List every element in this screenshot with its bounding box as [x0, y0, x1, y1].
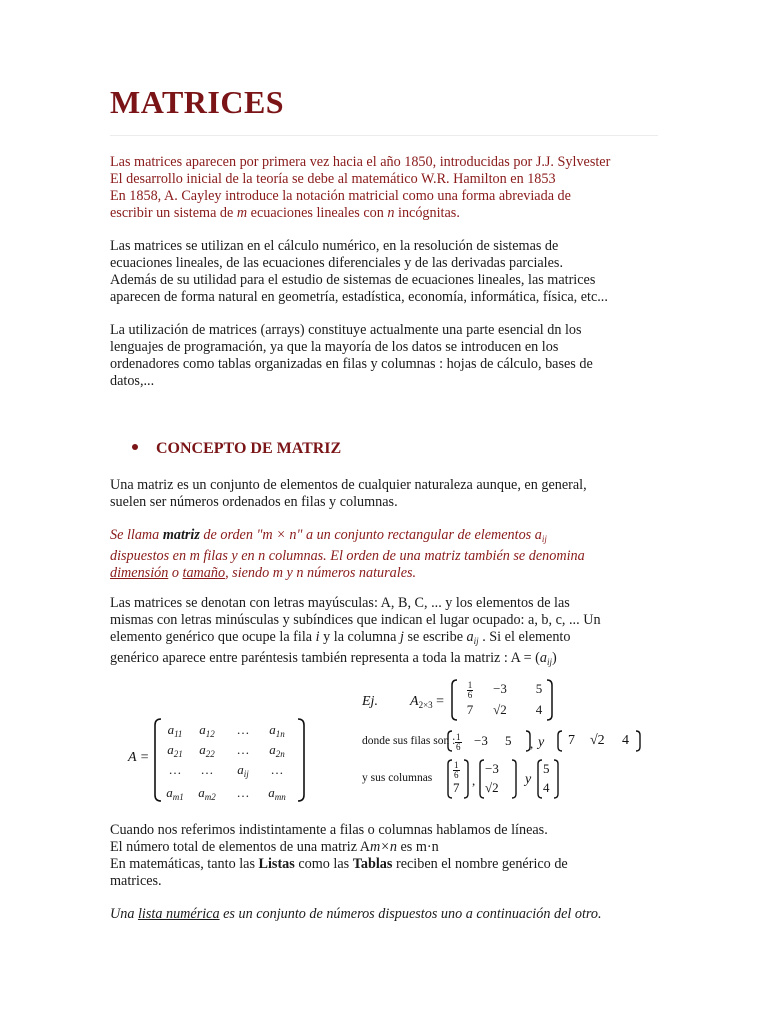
matrix-element: … [236, 785, 250, 800]
intro-paragraph [110, 154, 610, 222]
link-lista-numerica[interactable]: lista numérica [137, 906, 220, 922]
matrix-element: $a_{12}$ [199, 722, 215, 739]
column-entry: −3 [485, 761, 499, 776]
arrays-paragraph [110, 322, 593, 390]
text-line: datos,... [110, 373, 155, 389]
row-entry: √2 [590, 733, 605, 748]
matrix-element: $a_{m2}$ [198, 785, 216, 802]
text-line: Las matrices se denotan con letras mayúsculas: A, B, C, ... y los elementos de las [110, 595, 570, 611]
conjunction: y [525, 772, 532, 787]
example-element: √2 [493, 702, 507, 717]
text-line: suelen ser números ordenados en filas y columnas. [110, 494, 398, 510]
text-line: dimensión o tamaño, siendo m y n números naturales. [110, 565, 417, 581]
page-title: MATRICES [110, 84, 285, 120]
text-line: lenguajes de programación, ya que la mayoría de los datos se introducen en los [110, 339, 559, 355]
matrix-element: … [200, 762, 214, 777]
example-matrix-name: $A_{2\times 3}$ = [410, 694, 445, 710]
rows-label: donde sus filas son : [362, 735, 456, 747]
matrix-element: $a_{mn}$ [268, 785, 286, 802]
matrix-element: … [236, 742, 250, 757]
column-entry: √2 [485, 780, 499, 795]
intro-line: Las matrices aparecen por primera vez hacia el año 1850, introducidas por J.J. Sylvester [110, 154, 611, 170]
intro-line: En 1858, A. Cayley introduce la notación matricial como una forma abreviada de [110, 188, 571, 204]
example-element: 4 [535, 702, 543, 717]
column-entry: 5 [543, 761, 550, 776]
example-element: 5 [535, 681, 543, 696]
concept-paragraph [110, 477, 587, 511]
row-entry: 5 [505, 733, 512, 748]
text-line: aparecen de forma natural en geometría, estadística, economía, informática, física, etc... [110, 289, 608, 305]
matrix-element: $a_{1n}$ [269, 722, 285, 739]
separator: , [472, 773, 476, 788]
intro-line: El desarrollo inicial de la teoría se debe al matemático W.R. Hamilton en 1853 [110, 171, 556, 187]
matrix-element: $a_{2n}$ [269, 742, 285, 759]
example-element: $\frac{1}{6}$ [467, 680, 473, 700]
row-entry: $\frac{1}{6}$ [456, 732, 461, 752]
matrix-element: $a_{ij}$ [237, 762, 249, 779]
text-line: Cuando nos referimos indistintamente a filas o columnas hablamos de líneas. [110, 822, 548, 838]
column-entry: 7 [453, 780, 460, 795]
row-entry: 4 [622, 733, 629, 748]
section-heading [132, 440, 341, 458]
text-line: Además de su utilidad para el estudio de sistemas de ecuaciones lineales, las matrices [110, 272, 596, 288]
link-tamano[interactable]: tamaño [182, 565, 226, 581]
matrix-element: $a_{11}$ [167, 722, 183, 739]
notation-paragraph [110, 595, 601, 671]
intro-line: escribir un sistema de m ecuaciones lineales con n incógnitas. [110, 205, 460, 221]
text-line: La utilización de matrices (arrays) constituye actualmente una parte esencial dn los [110, 322, 582, 338]
columns-label: y sus columnas [362, 772, 433, 784]
text-line: ordenadores como tablas organizadas en filas y columnas : hojas de cálculo, bases de [110, 356, 593, 372]
example-element: −3 [493, 681, 507, 696]
section-heading-text: CONCEPTO DE MATRIZ [156, 440, 342, 457]
text-line: ecuaciones lineales, de las ecuaciones diferenciales y de las derivadas parciales. [110, 255, 563, 271]
text-line: En matemáticas, tanto las Listas como las Tablas reciben el nombre genérico de [110, 856, 568, 872]
uses-paragraph [110, 238, 608, 306]
text-line: genérico aparece entre paréntesis también representa a toda la matriz : $A = (a_{ij})$ [110, 650, 557, 667]
definition-paragraph [110, 527, 585, 582]
matrix-element: $a_{m1}$ [166, 785, 184, 802]
list-definition: Una lista numérica es un conjunto de números dispuestos uno a continuación del otro. [110, 906, 602, 922]
matrix-lhs: A = [128, 750, 150, 765]
bullet-icon [132, 444, 138, 450]
text-line: Una matriz es un conjunto de elementos de cualquier naturaleza aunque, en general, [110, 477, 587, 493]
lines-paragraph [110, 822, 568, 890]
text-line: mismas con letras minúsculas y subíndices que indican el lugar ocupado: a, b, c, ... Un [110, 612, 601, 628]
text-line: Las matrices se utilizan en el cálculo numérico, en la resolución de sistemas de [110, 238, 559, 254]
text-line: El número total de elementos de una matriz Am×n es m·n [110, 839, 439, 855]
link-dimension[interactable]: dimensión [110, 565, 169, 581]
column-entry: $\frac{1}{6}$ [454, 760, 459, 780]
row-entry: 7 [568, 733, 575, 748]
matrix-element: … [168, 762, 182, 777]
matrix-element: $a_{21}$ [167, 742, 183, 759]
text-line: dispuestos en m filas y en n columnas. El orden de una matriz también se denomina [110, 548, 585, 564]
example-label: Ej. [362, 694, 378, 709]
title-divider [110, 135, 658, 136]
text-line: elemento genérico que ocupe la fila i y la columna j se escribe $a_{ij}$ . Si el elemento [110, 629, 571, 646]
text-line: matrices. [110, 873, 162, 889]
example-element: 7 [466, 702, 474, 717]
column-entry: 4 [543, 780, 550, 795]
text-line: Se llama matriz de orden "m × n" a un conjunto rectangular de elementos $a_{ij}$ [110, 527, 547, 544]
matrix-element: … [270, 762, 284, 777]
row-entry: −3 [474, 733, 488, 748]
separator: , [530, 736, 534, 751]
matrix-element: $a_{22}$ [199, 742, 215, 759]
conjunction: y [538, 735, 545, 750]
matrix-element: … [236, 722, 250, 737]
